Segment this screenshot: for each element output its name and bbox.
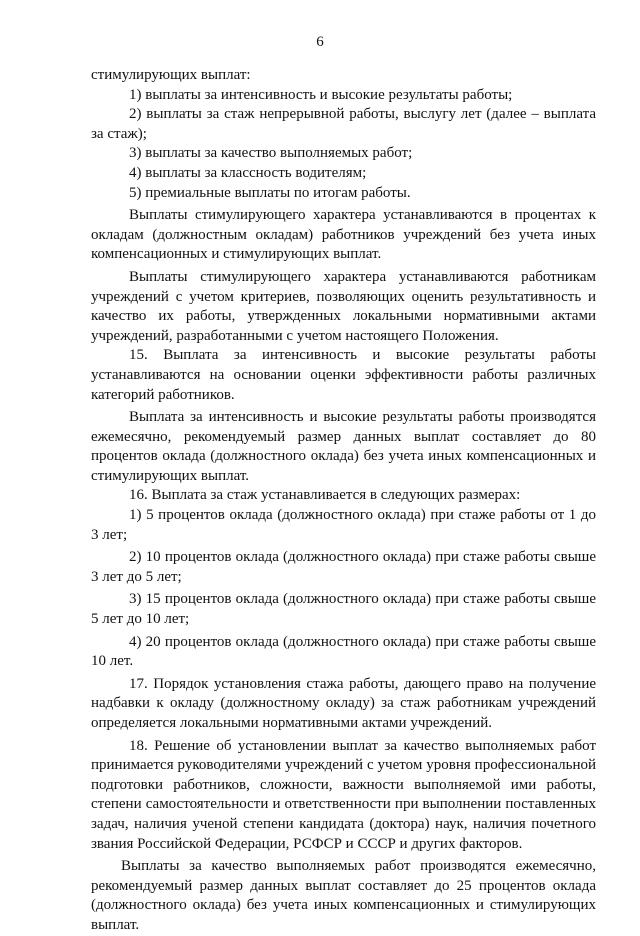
- paragraph: Выплаты за качество выполняемых работ производятся ежемесячно, рекомендуемый размер данных выплат составляет до 25 процентов оклада (должностного оклада) без учета иных компенсационных и стимулирующих выплат.: [91, 858, 596, 933]
- list-item: 4) выплаты за классность водителям;: [129, 164, 367, 181]
- section-18: 18. Решение об установлении выплат за качество выполняемых работ принимается руководителями учреждений с учетом уровня профессиональной подготовки работников, сложности, важности выполняемой ими работы, степени самостоятельности и ответственности при выполнении поставленных задач, наличия ученой степени кандидата (доктора) наук, наличия почетного звания Российской Федерации, РСФСР и СССР и других факторов.: [91, 737, 596, 852]
- list-item: 2) выплаты за стаж непрерывной работы, выслугу лет (далее – выплата за стаж);: [91, 106, 596, 142]
- page-number: 6: [316, 34, 324, 50]
- section-15: 15. Выплата за интенсивность и высокие результаты работы устанавливаются на основании оценки эффективности работы различных категорий работников.: [91, 347, 596, 403]
- list-item: 2) 10 процентов оклада (должностного оклада) при стаже работы свыше 3 лет до 5 лет;: [91, 549, 596, 585]
- list-item: 1) выплаты за интенсивность и высокие результаты работы;: [129, 86, 513, 103]
- paragraph: Выплаты стимулирующего характера устанавливаются работникам учреждений с учетом критериев, позволяющих оценить результативность и качество их работы, утвержденных локальными нормативными актами учреждений, разработанными с учетом настоящего Положения.: [91, 268, 596, 344]
- list-item: 1) 5 процентов оклада (должностного оклада) при стаже работы от 1 до 3 лет;: [91, 507, 596, 543]
- paragraph: стимулирующих выплат:: [91, 67, 251, 83]
- section-17: 17. Порядок установления стажа работы, дающего право на получение надбавки к окладу (должностному окладу) за стаж работникам учреждений определяется локальными нормативными актами учреждений.: [91, 675, 596, 731]
- paragraph: Выплата за интенсивность и высокие результаты работы производятся ежемесячно, рекомендуемый размер данных выплат составляет до 80 процентов оклада (должностного оклада) без учета иных компенсационных и стимулирующих выплат.: [91, 409, 596, 484]
- list-item: 4) 20 процентов оклада (должностного оклада) при стаже работы свыше 10 лет.: [91, 633, 596, 670]
- list-item: 5) премиальные выплаты по итогам работы.: [129, 184, 411, 201]
- paragraph: Выплаты стимулирующего характера устанавливаются в процентах к окладам (должностным окладам) работников учреждений без учета иных компенсационных и стимулирующих выплат.: [91, 207, 596, 263]
- list-item: 3) выплаты за качество выполняемых работ;: [129, 145, 413, 162]
- list-item: 3) 15 процентов оклада (должностного оклада) при стаже работы свыше 5 лет до 10 лет;: [91, 591, 596, 628]
- section-16: 16. Выплата за стаж устанавливается в следующих размерах:: [129, 487, 521, 504]
- document-body: [91, 66, 596, 936]
